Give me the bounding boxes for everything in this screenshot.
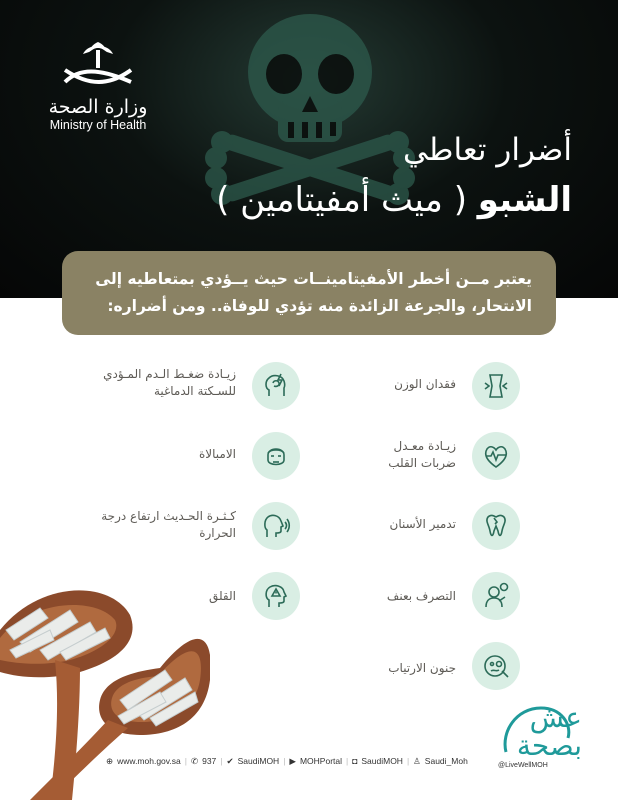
title-line-2 xyxy=(216,180,572,220)
divider: | xyxy=(184,756,187,766)
symptom-apathy xyxy=(80,432,300,480)
talking-head-icon xyxy=(252,502,300,550)
phone-number[interactable]: 937 xyxy=(202,756,217,766)
symptom-heart-rate xyxy=(300,432,520,480)
symptom-label: القلق xyxy=(208,589,236,603)
snapchat-icon: ♙ xyxy=(413,755,421,766)
title-drug-scientific: ( ميث أمفيتامين ) xyxy=(216,180,467,220)
symptom-label: جنون الارتياب xyxy=(388,661,456,675)
symptom-label: التصرف بعنف xyxy=(386,589,456,603)
logo-english-name: Ministry of Health xyxy=(49,118,147,132)
divider: | xyxy=(220,756,223,766)
symptom-paranoia xyxy=(300,642,520,690)
symptom-label: زيـادة ضغـط الـدم المـؤدي للسـكتة الدماغية xyxy=(103,367,236,398)
palm-swords-emblem-icon xyxy=(59,40,137,90)
symptom-violence xyxy=(300,572,520,620)
youtube-handle[interactable]: MOHPortal xyxy=(299,756,343,766)
snapchat-handle[interactable]: Saudi_Moh xyxy=(424,756,468,766)
brain-stroke-icon xyxy=(252,362,300,410)
symptom-label: الامبالاة xyxy=(198,447,236,461)
intro-banner xyxy=(62,251,556,335)
paranoid-face-icon xyxy=(472,642,520,690)
livewell-handle: @LiveWellMOH xyxy=(498,762,548,769)
neutral-face-icon xyxy=(252,432,300,480)
symptom-label: تدمير الأسنان xyxy=(389,517,456,531)
moh-logo xyxy=(38,40,158,132)
divider: | xyxy=(283,756,286,766)
title-line-1: أضرار تعاطي xyxy=(402,132,572,168)
tooth-icon xyxy=(472,502,520,550)
symptom-label: زيـادة معـدل ضربات القلب xyxy=(388,439,456,470)
anxious-head-icon xyxy=(252,572,300,620)
symptom-weight-loss xyxy=(300,362,520,410)
instagram-handle[interactable]: SaudiMOH xyxy=(361,756,403,766)
heart-rate-icon xyxy=(472,432,520,480)
aggressive-person-icon xyxy=(472,572,520,620)
livewell-campaign-logo xyxy=(492,702,582,777)
symptom-talkative xyxy=(80,502,300,550)
logo-arabic-name: وزارة الصحة xyxy=(48,96,148,118)
weight-loss-icon xyxy=(472,362,520,410)
youtube-icon: ▶ xyxy=(289,755,296,766)
symptom-teeth xyxy=(300,502,520,550)
twitter-handle[interactable]: SaudiMOH xyxy=(237,756,280,766)
symptom-blood-pressure xyxy=(80,362,300,410)
instagram-icon: ◘ xyxy=(352,756,358,766)
symptom-label: كـثـرة الحـديث ارتفاع درجة الحرارة xyxy=(101,509,236,540)
symptom-label: فقدان الوزن xyxy=(394,377,456,391)
website-link[interactable]: www.moh.gov.sa xyxy=(117,756,181,766)
title-drug-name: الشبو xyxy=(477,180,572,220)
twitter-icon: ✔ xyxy=(226,755,234,766)
footer-contacts xyxy=(106,754,476,768)
phone-icon: ✆ xyxy=(190,755,199,766)
livewell-arabic-name: عش بصحة xyxy=(516,701,582,762)
globe-icon: ⊕ xyxy=(106,755,114,766)
divider: | xyxy=(346,756,349,766)
intro-text: يعتبر مــن أخطر الأمفيتامينــات حيث يــؤدي بمتعاطيه إلى الانتحار، والجرعة الزائدة منه تؤدي للوفاة.. ومن أضراره: xyxy=(95,270,532,315)
divider: | xyxy=(406,756,410,766)
